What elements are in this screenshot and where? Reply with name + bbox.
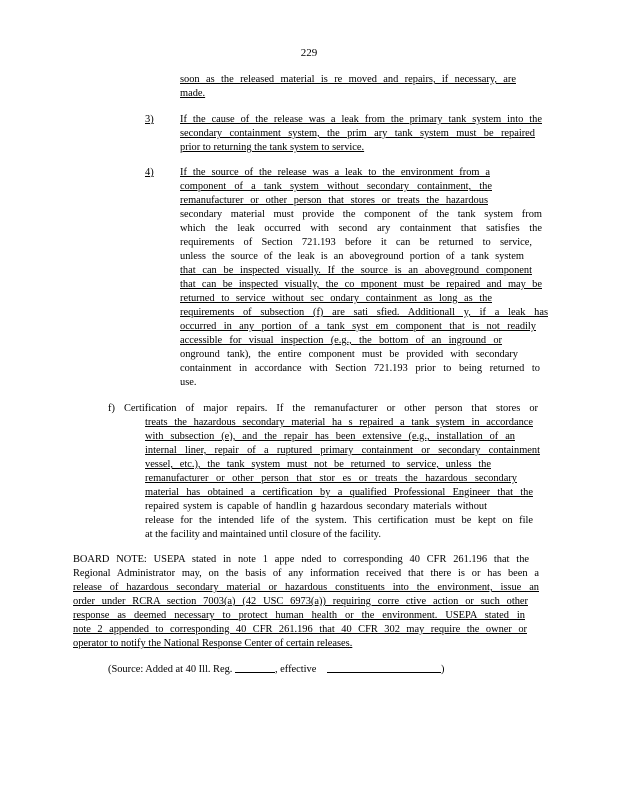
text-line: with subsection (e), and the repair has been extensive (e.g., installation of an — [145, 431, 515, 442]
text-line: returned to service without sec ondary containment as long as the — [180, 293, 492, 304]
source-line — [108, 662, 444, 677]
text-line: secondary containment system, the prim ary tank system must be repaired — [180, 128, 535, 139]
text-line: order under RCRA section 7003(a) (42 USC 6973(a)) requiring corre ctive action or such other — [73, 596, 528, 607]
text-line: release of hazardous secondary material or hazardous constituents into the environment, issue an — [73, 582, 539, 593]
item-label: 4) — [145, 167, 154, 178]
text-line: at the facility and maintained until closure of the facility. — [145, 529, 381, 540]
text-line: soon as the released material is re moved and repairs, if necessary, are — [180, 74, 516, 85]
text-line: prior to returning the tank system to service. — [180, 142, 365, 153]
text-line: requirements of Section 721.193 before it can be returned to service, — [180, 237, 532, 248]
text-line: remanufacturer or other person that stores or treats the hazardous — [180, 195, 488, 206]
source-suffix: ) — [440, 664, 445, 675]
text-line: note 2 appended to corresponding 40 CFR 261.196 that 40 CFR 302 may require the owner or — [73, 624, 527, 635]
text-line: which the leak occurred with second ary containment that satisfies the — [180, 223, 542, 234]
text-line: treats the hazardous secondary material ha s repaired a tank system in accordance — [145, 417, 533, 428]
item-label: 3) — [145, 114, 154, 125]
text-line: onground tank), the entire component must be provided with secondary — [180, 349, 518, 360]
text-line: remanufacturer or other person that stor es or treats the hazardous secondary — [145, 473, 517, 484]
text-line: material has obtained a certification by a qualified Professional Engineer that the — [145, 487, 533, 498]
text-line: occurred in any portion of a tank syst em component that is not readily — [180, 321, 536, 332]
text-line: If the cause of the release was a leak from the primary tank system into the — [180, 114, 542, 125]
text-line: component of a tank system without secondary containment, the — [180, 181, 492, 192]
text-line: If the source of the release was a leak to the environment from a — [180, 167, 490, 178]
text-line: made. — [180, 88, 206, 99]
text-line: unless the source of the leak is an aboveground portion of a tank system — [180, 251, 524, 262]
text-line: that can be inspected visually, the co mponent must be repaired and may be — [180, 279, 542, 290]
effective-blank — [327, 662, 441, 673]
text-line: secondary material must provide the component of the tank system from — [180, 209, 542, 220]
text-line: f) Certification of major repairs. If the remanufacturer or other person that stores or — [108, 403, 538, 414]
text-line: that can be inspected visually. If the source is an aboveground component — [180, 265, 532, 276]
text-line: requirements of subsection (f) are sati sfied. Additionall y, if a leak has — [180, 307, 548, 318]
text-line: operator to notify the National Response Center of certain releases. — [73, 638, 353, 649]
text-line: use. — [180, 377, 197, 388]
text-line: release for the intended life of the system. This certification must be kept on file — [145, 515, 533, 526]
page-number: 229 — [300, 47, 318, 59]
text-line: vessel, etc.), the tank system must not be returned to service, unless the — [145, 459, 491, 470]
source-prefix: (Source: Added at 40 Ill. Reg. — [108, 664, 233, 675]
source-middle: , effective — [274, 664, 317, 675]
text-line: repaired system is capable of handlin g hazardous secondary materials without — [145, 501, 487, 512]
text-line: response as deemed necessary to protect human health or the environment. USEPA stated in — [73, 610, 525, 621]
text-line: internal liner, repair of a ruptured primary containment or secondary containment — [145, 445, 540, 456]
text-line: accessible for visual inspection (e.g., the bottom of an inground or — [180, 335, 502, 346]
text-line: Regional Administrator may, on the basis of any information received that there is or has been a — [73, 568, 539, 579]
text-line: containment in accordance with Section 721.193 prior to being returned to — [180, 363, 540, 374]
text-line: BOARD NOTE: USEPA stated in note 1 appe nded to corresponding 40 CFR 261.196 that the — [73, 554, 529, 565]
reg-blank — [235, 662, 275, 673]
